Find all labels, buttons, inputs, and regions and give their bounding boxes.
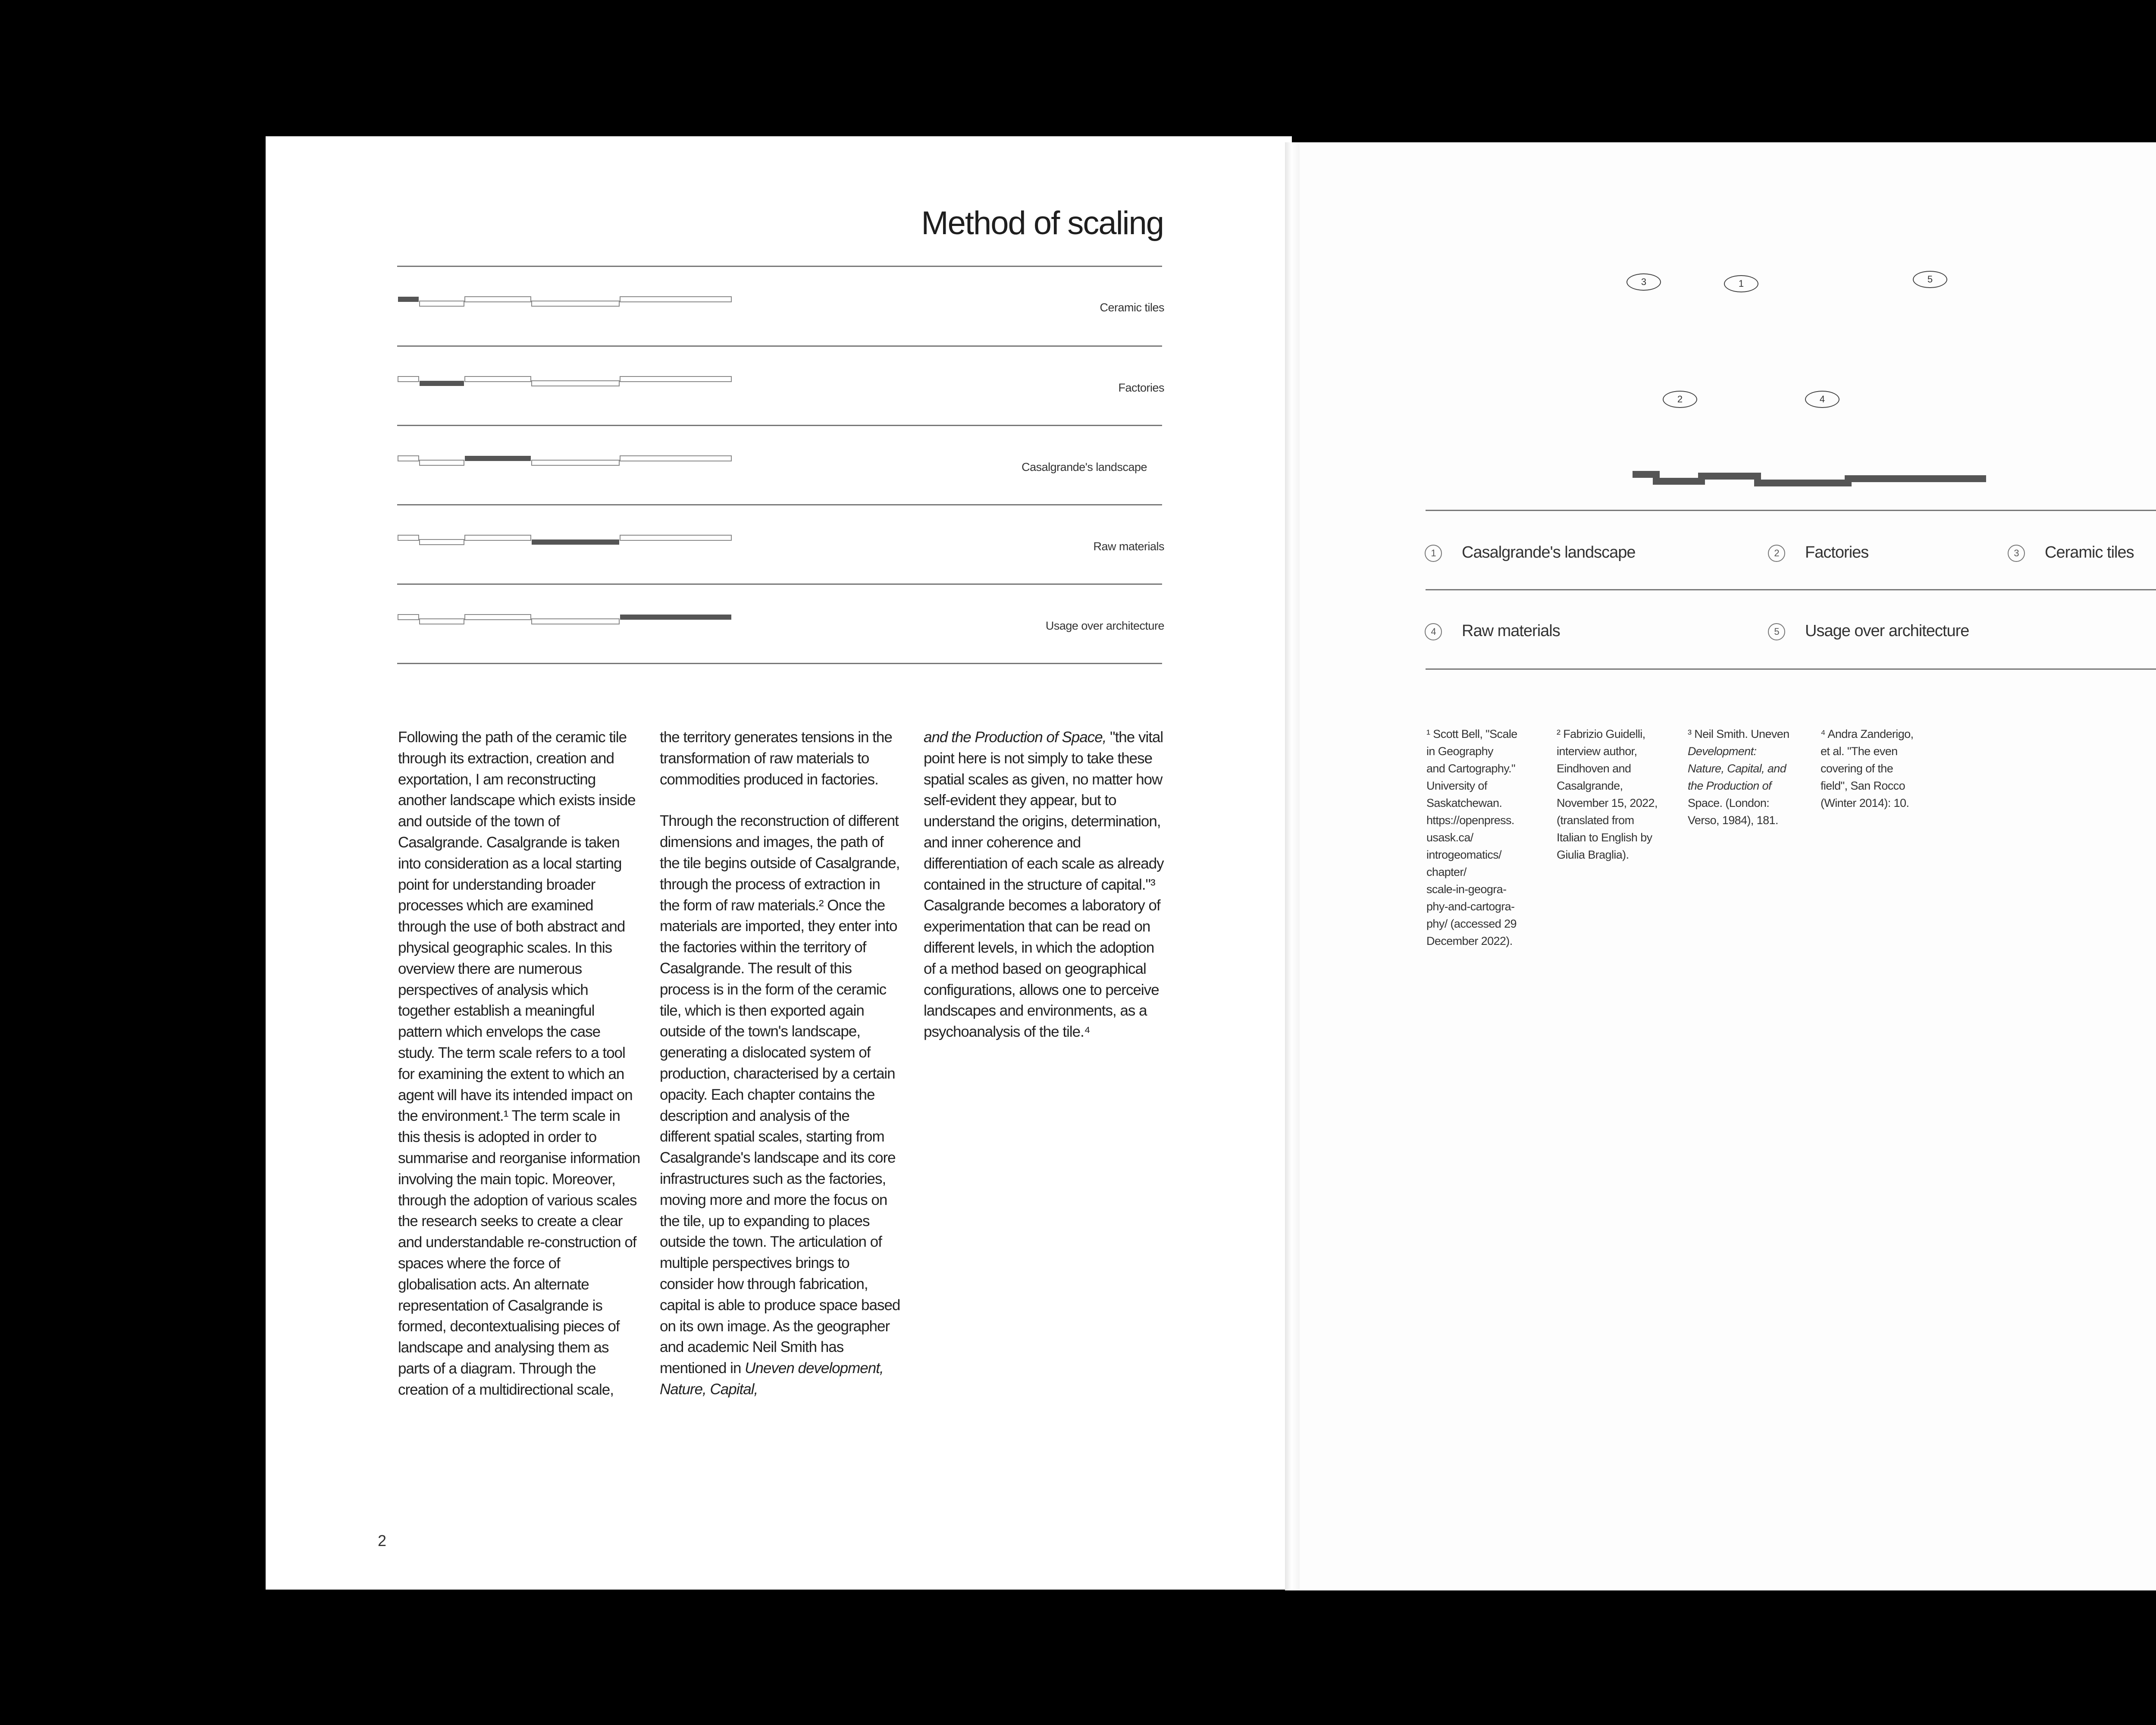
scale-diagram-path [1633, 474, 1986, 483]
scale-segment-active [532, 539, 619, 545]
book-gutter [1285, 142, 1300, 1590]
scale-segment [620, 376, 731, 382]
scale-segment [465, 297, 531, 302]
legend-item: 1 Casalgrande's landscape [1425, 543, 1636, 562]
divider [397, 266, 1162, 267]
scale-steps-icon [397, 295, 733, 309]
marker-5: 5 [1913, 271, 1947, 288]
body-column-3 [924, 727, 1166, 1043]
page-number: 2 [378, 1532, 387, 1549]
divider [1426, 668, 2156, 670]
scale-segment [532, 619, 619, 624]
footnote-3: ³ Neil Smith. Uneven Development: Nature, Capital, and the Production of Space. (London: Verso, 1984), 181. [1688, 728, 1789, 827]
scale-segment [620, 535, 731, 540]
footnote-1: ¹ Scott Bell, "Scale in Geography and Cartography." University of Saskatchewan. https://openpress. usask.ca/ introgeomatics/ chapter/ scale-in-geogra- phy-and-cartogra- phy/ (accessed 29 December 2022). [1426, 728, 1517, 947]
scale-steps-icon [397, 613, 733, 627]
marker-1: 1 [1724, 275, 1758, 292]
divider [397, 583, 1162, 585]
divider [397, 425, 1162, 426]
scale-segment [398, 535, 419, 540]
legend-item: 5 Usage over architecture [1768, 622, 1969, 640]
scale-segment-active [398, 297, 419, 302]
footnote-2: ² Fabrizio Guidelli, interview author, Eindhoven and Casalgrande, November 15, 2022, (translated from Italian to English by Giulia Braglia). [1557, 728, 1658, 861]
scale-segment [620, 297, 731, 302]
page-title: Method of scaling [921, 205, 1163, 242]
scale-segment [465, 535, 531, 540]
scale-segment [465, 376, 531, 382]
scale-row-label: Usage over architecture [1045, 619, 1164, 632]
scale-segment [420, 619, 464, 624]
scale-row-label: Raw materials [1093, 540, 1164, 553]
divider [397, 663, 1162, 664]
scale-segment [398, 615, 419, 620]
scale-row-label: Ceramic tiles [1100, 301, 1164, 314]
body-paragraph: Through the reconstruction of different dimensions and images, the path of the tile begins outside of Casalgrande, through the process of extraction in the form of raw materials.² Once the materials are imported, they enter into the factories within the territory of Casalgrande. The result of this process is in the form of the ceramic tile, which is then exported again outside of the town's landscape, generating a dislocated system of production, characterised by a certain opacity. Each chapter contains the description and analysis of the different spatial scales, starting from Casalgrande's landscape and its core infrastructures such as the factories, moving more and more the focus on the tile, up to expanding to places outside the town. The articulation of multiple perspectives brings to consider how through fabrication, capital is able to produce space based on its own image. As the geographer and academic Neil Smith has mentioned in Uneven development, Nature, Capital, [660, 812, 900, 1398]
scale-segment [420, 539, 464, 545]
scale-row-label: Factories [1118, 381, 1164, 394]
scale-row-label: Casalgrande's landscape [1022, 461, 1147, 474]
footnote-4: ⁴ Andra Zanderigo, et al. "The even covering of the field", San Rocco (Winter 2014): 10. [1821, 728, 1914, 809]
divider [397, 504, 1162, 505]
divider [1426, 589, 2156, 590]
body-column-1 [398, 727, 640, 1401]
body-paragraph: the territory generates tensions in the transformation of raw materials to commodities produced in factories. [660, 729, 892, 788]
marker-3: 3 [1626, 273, 1661, 291]
scale-segment-active [465, 456, 531, 461]
legend-item: 4 Raw materials [1425, 622, 1560, 640]
divider [1426, 510, 2156, 511]
scale-steps-icon [397, 533, 733, 547]
body-paragraph: Following the path of the ceramic tile through its extraction, creation and exportation, I am reconstructing another landscape which exists inside and outside of the town of Casalgrande. Casalgrande is taken into consideration as a local starting point for understanding broader processes which are examined through the use of both abstract and physical geographic scales. In this overview there are numerous perspectives of analysis which together establish a meaningful pattern which envelops the case study. The term scale refers to a tool for examining the extent to which an agent will have its intended impact on the environment.¹ The term scale in this thesis is adopted in order to summarise and reorganise information involving the main topic. Moreover, through the adoption of various scales the research seeks to create a clear and understandable re-construction of spaces where the force of globalisation acts. An alternate representation of Casalgrande is formed, decontextualising pieces of landscape and analysing them as parts of a diagram. Through the creation of a multidirectional scale, [398, 729, 640, 1398]
marker-4: 4 [1805, 391, 1839, 408]
legend-item: 2 Factories [1768, 543, 1868, 562]
body-column-2 [660, 727, 902, 1400]
scale-steps-icon [397, 454, 733, 468]
scale-segment-active [420, 381, 464, 386]
right-page [1292, 142, 2156, 1590]
scale-segment [420, 460, 464, 465]
scale-segment [532, 381, 619, 386]
scale-segment [465, 615, 531, 620]
left-page [266, 136, 1292, 1590]
scale-segment [620, 456, 731, 461]
scale-segment [398, 376, 419, 382]
scale-segment [398, 456, 419, 461]
scale-segment [532, 301, 619, 306]
scale-segment [420, 301, 464, 306]
scale-segment [532, 460, 619, 465]
legend-item: 3 Ceramic tiles [2008, 543, 2134, 562]
marker-2: 2 [1663, 391, 1697, 408]
scale-steps-icon [397, 375, 733, 389]
scale-diagram [1628, 315, 1999, 625]
scale-segment-active [620, 615, 731, 620]
body-paragraph: and the Production of Space, "the vital point here is not simply to take these spatial scales as given, no matter how self-evident they appear, but to understand the origins, determination, and inner coherence and differentiation of each scale as already contained in the structure of capital."³ Casalgrande becomes a laboratory of experimentation that can be read on different levels, in which the adoption of a method based on geographical configurations, allows one to perceive landscapes and environments, as a psychoanalysis of the tile.⁴ [924, 729, 1164, 1041]
divider [397, 345, 1162, 347]
